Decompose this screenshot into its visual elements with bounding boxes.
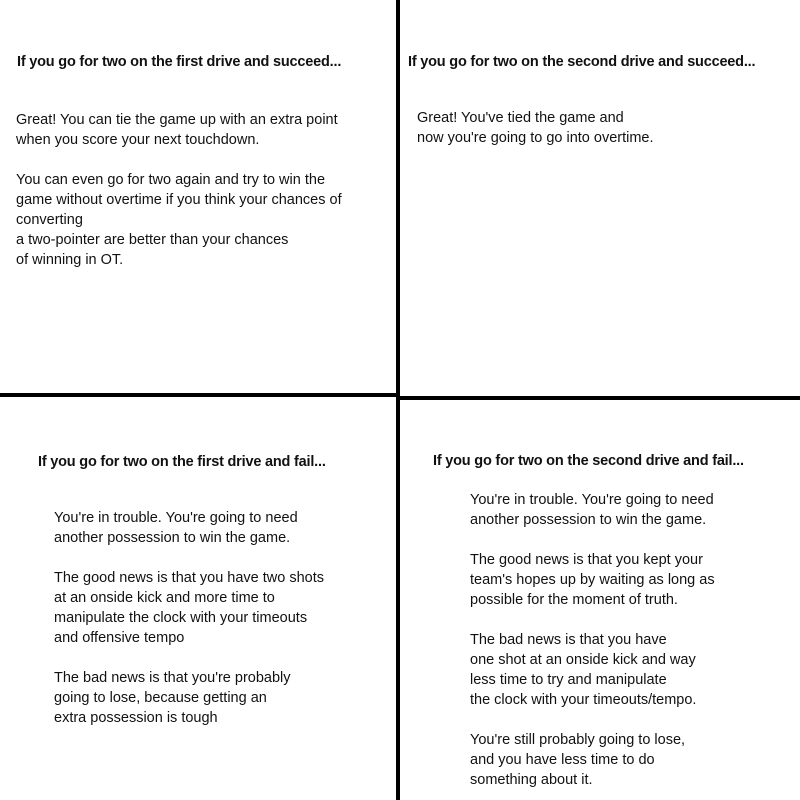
text-line: You're in trouble. You're going to need xyxy=(54,510,298,526)
paragraph xyxy=(470,550,715,610)
text-line: You can even go for two again and try to win the xyxy=(16,172,326,188)
paragraph xyxy=(16,170,342,270)
text-line: Great! You've tied the game and xyxy=(417,110,624,126)
quadrant-title: If you go for two on the first drive and fail... xyxy=(38,454,326,470)
horizontal-divider-left xyxy=(0,393,398,397)
text-line: extra possession is tough xyxy=(54,710,218,726)
paragraph xyxy=(470,730,685,790)
text-line: when you score your next touchdown. xyxy=(16,132,260,148)
text-line: team's hopes up by waiting as long as xyxy=(470,572,715,588)
paragraph xyxy=(54,668,291,728)
text-line: now you're going to go into overtime. xyxy=(417,130,654,146)
text-line: game without overtime if you think your chances of xyxy=(16,192,342,208)
text-line: one shot at an onside kick and way xyxy=(470,652,696,668)
paragraph xyxy=(54,508,298,548)
text-line: something about it. xyxy=(470,772,593,788)
paragraph xyxy=(470,630,696,710)
paragraph xyxy=(470,490,714,530)
text-line: at an onside kick and more time to xyxy=(54,590,275,606)
paragraph xyxy=(417,108,654,148)
text-line: The bad news is that you have xyxy=(470,632,667,648)
paragraph xyxy=(16,110,338,150)
vertical-divider xyxy=(396,0,400,800)
text-line: another possession to win the game. xyxy=(470,512,707,528)
text-line: The good news is that you kept your xyxy=(470,552,703,568)
quadrant-title: If you go for two on the second drive and succeed... xyxy=(408,54,756,70)
text-line: Great! You can tie the game up with an extra point xyxy=(16,112,338,128)
text-line: You're still probably going to lose, xyxy=(470,732,686,748)
text-line: The good news is that you have two shots xyxy=(54,570,325,586)
text-line: a two-pointer are better than your chances xyxy=(16,232,289,248)
text-line: the clock with your timeouts/tempo. xyxy=(470,692,697,708)
text-line: You're in trouble. You're going to need xyxy=(470,492,714,508)
horizontal-divider-right xyxy=(398,396,800,400)
text-line: converting xyxy=(16,212,83,228)
paragraph xyxy=(54,568,324,648)
text-line: another possession to win the game. xyxy=(54,530,291,546)
quadrant-title: If you go for two on the second drive and fail... xyxy=(433,453,744,469)
text-line: going to lose, because getting an xyxy=(54,690,267,706)
text-line: and you have less time to do xyxy=(470,752,655,768)
text-line: possible for the moment of truth. xyxy=(470,592,678,608)
text-line: of winning in OT. xyxy=(16,252,124,268)
text-line: less time to try and manipulate xyxy=(470,672,667,688)
quadrant-title: If you go for two on the first drive and succeed... xyxy=(17,54,342,70)
text-line: The bad news is that you're probably xyxy=(54,670,291,686)
text-line: and offensive tempo xyxy=(54,630,185,646)
text-line: manipulate the clock with your timeouts xyxy=(54,610,308,626)
